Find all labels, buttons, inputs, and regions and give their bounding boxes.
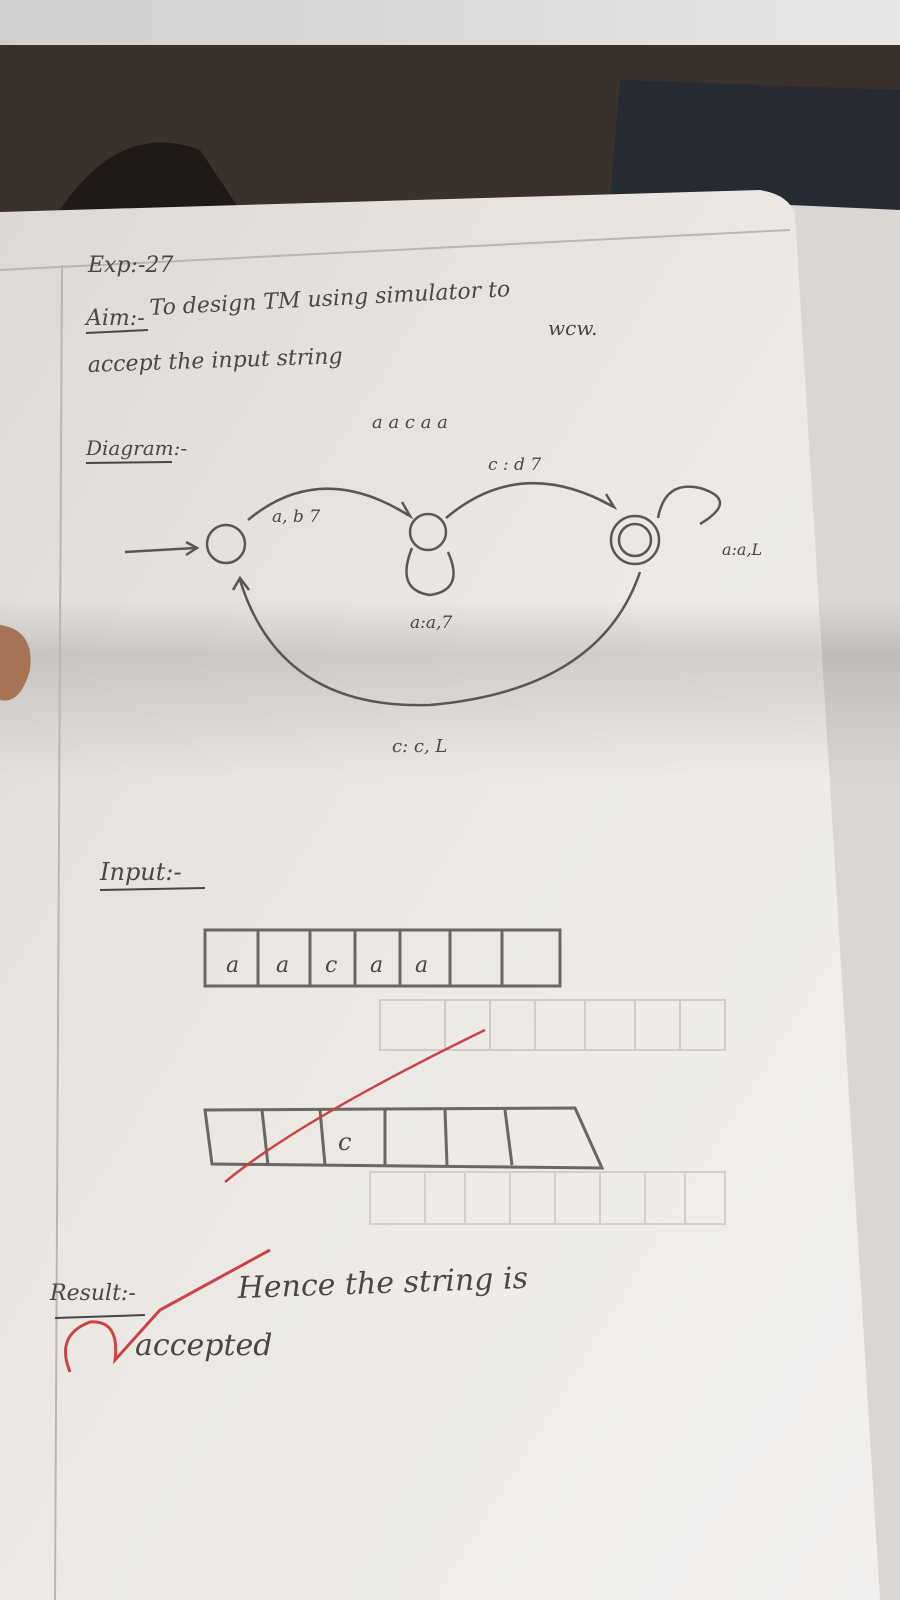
tape-1-cell: c [325, 953, 338, 978]
input-label: Input:- [100, 858, 182, 886]
tape-1-cell: a [415, 953, 429, 978]
experiment-label: Exp:-27 [88, 253, 174, 278]
result-line-2: accepted [135, 1328, 273, 1363]
aim-line-1: To design TM using simulator to [149, 277, 511, 321]
transition-q0-q1: a, b 7 [272, 507, 321, 527]
transition-q1-loop: a:a,7 [410, 613, 453, 633]
notebook-page [0, 190, 880, 1600]
result-line-1: Hence the string is [237, 1260, 529, 1306]
tape-1-cell: a [226, 953, 240, 978]
tape-1-cell: a [276, 953, 290, 978]
aim-line-2: accept the input string [87, 344, 344, 378]
diagram-underline [86, 462, 172, 463]
sample-string: a a c a a [372, 412, 448, 433]
tape-2-cell: c [338, 1128, 352, 1156]
diagram-label: Diagram:- [86, 436, 188, 460]
aim-label: Aim:- [86, 306, 145, 331]
result-label: Result:- [50, 1281, 136, 1306]
aim-string: wcw. [548, 316, 598, 340]
transition-q2-q0: c: c, L [392, 736, 448, 757]
transition-q1-q2: c : d 7 [488, 455, 542, 475]
tape-1-cell: a [370, 953, 384, 978]
tape-2-divider [445, 1110, 447, 1165]
transition-q2-loop: a:a,L [722, 540, 763, 559]
